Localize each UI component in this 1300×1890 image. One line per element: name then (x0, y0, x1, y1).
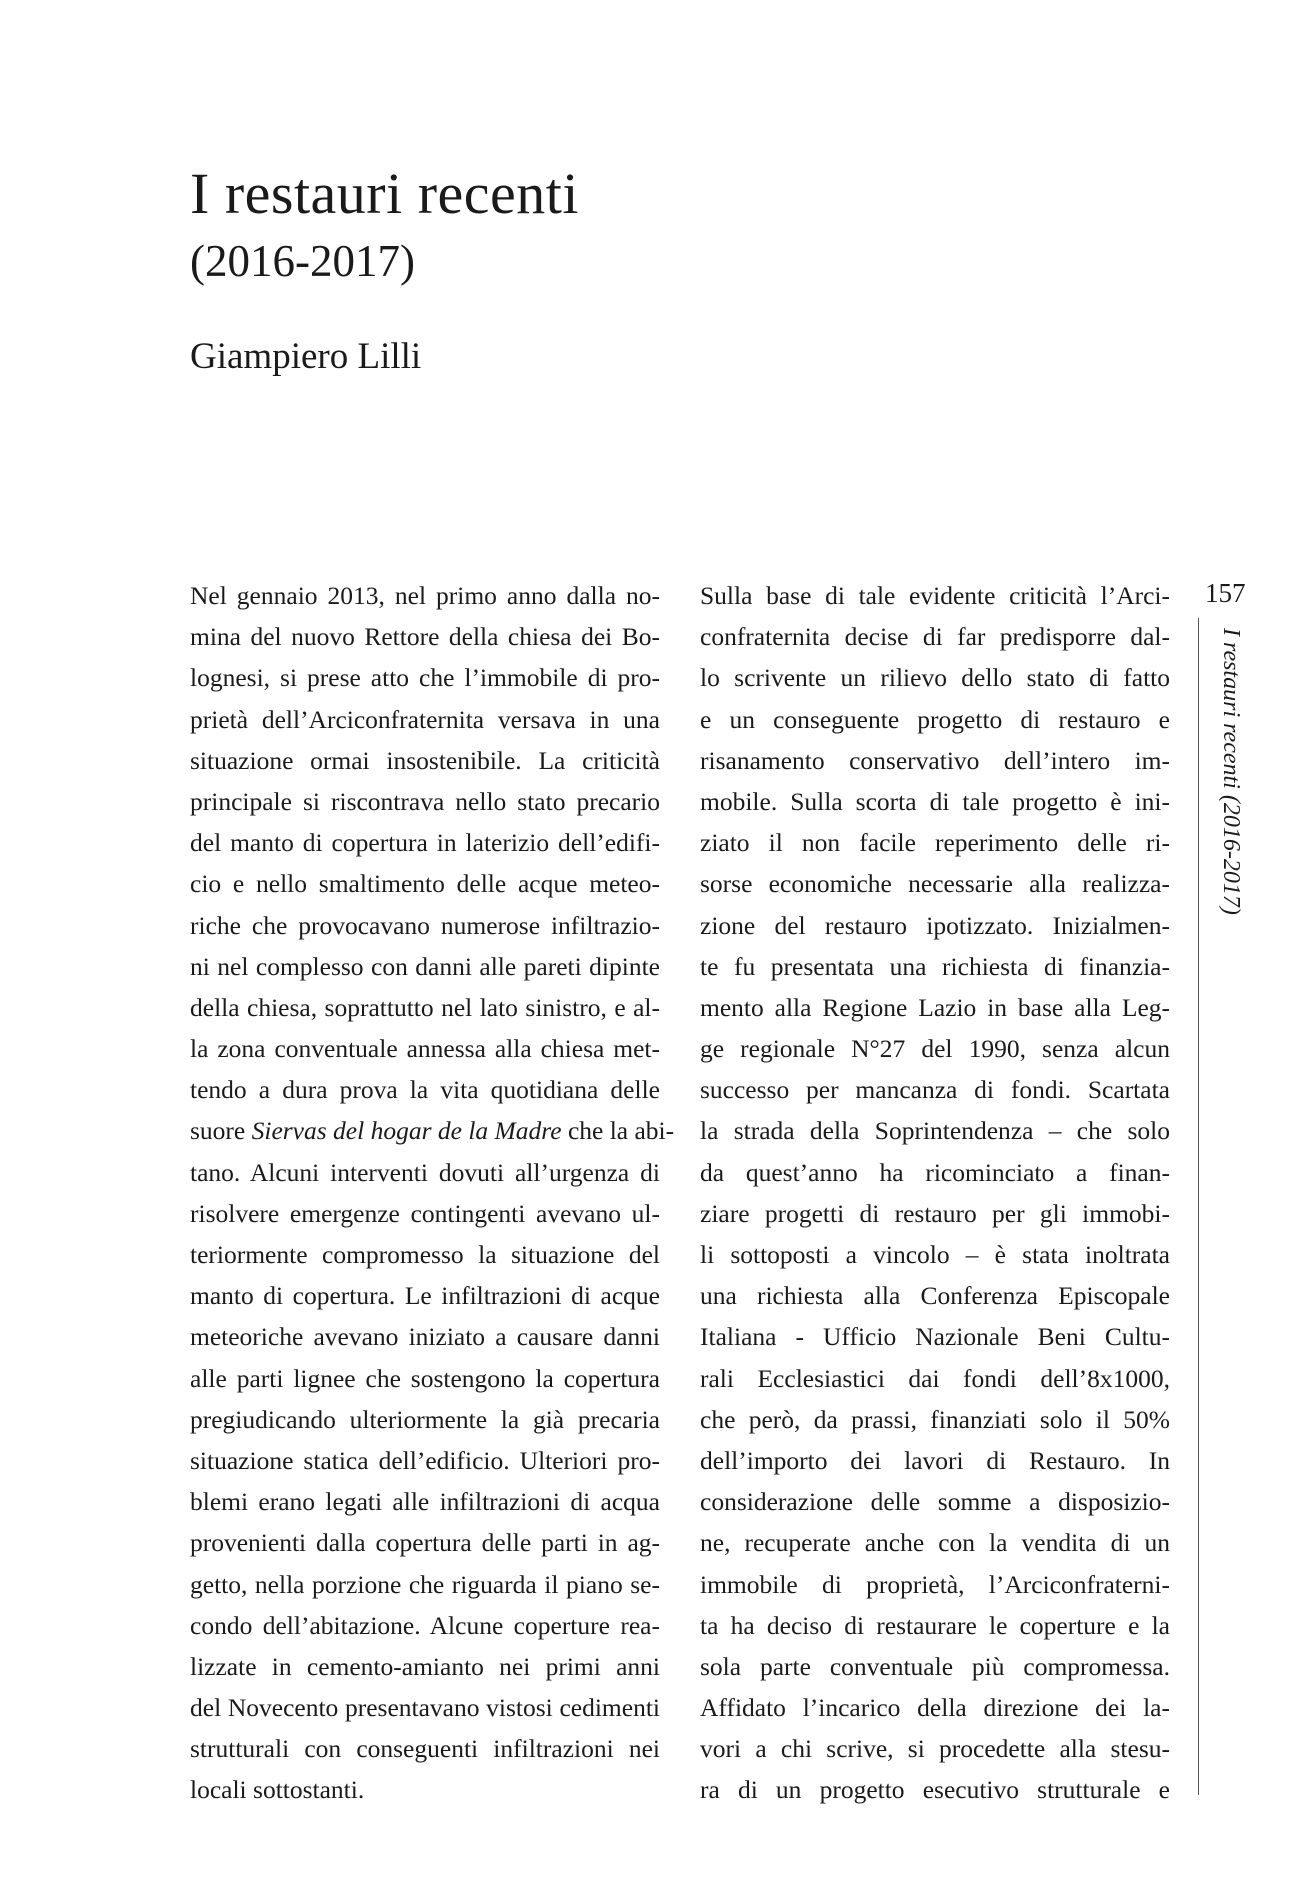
text-line: cio e nello smaltimento delle acque meteo- (190, 869, 660, 899)
text-line: mento alla Regione Lazio in base alla Leg- (700, 992, 1170, 1022)
text-line: teriormente compromesso la situazione del (190, 1240, 660, 1269)
text-line: da quest’anno ha ricominciato a finan- (700, 1157, 1170, 1187)
text-line: situazione statica dell’edificio. Ulteriori pro- (190, 1445, 660, 1475)
text-line: locali sottostanti. (190, 1775, 365, 1805)
text-column-right (700, 575, 1170, 1811)
text-line: immobile di proprietà, l’Arciconfraterni- (700, 1569, 1170, 1599)
text-line: li sottoposti a vincolo – è stata inoltrata (700, 1240, 1170, 1269)
text-line: considerazione delle somme a disposizio- (700, 1487, 1170, 1517)
author-name: Giampiero Lilli (190, 336, 422, 377)
text-line: sorse economiche necessarie alla realizza- (700, 869, 1170, 899)
text-line: zione del restauro ipotizzato. Inizialmen- (700, 910, 1170, 940)
text-line: del manto di copertura in laterizio dell’edifi- (190, 828, 660, 858)
margin-rule (1198, 618, 1199, 1795)
text-line: del Novecento presentavano vistosi cedimenti (190, 1693, 660, 1723)
text-line: sola parte conventuale più compromessa. (700, 1651, 1170, 1681)
text-line: tendo a dura prova la vita quotidiana delle (190, 1075, 660, 1105)
text-line: successo per mancanza di fondi. Scartata (700, 1075, 1170, 1105)
text-line-with-italic (190, 1110, 675, 1151)
page-number: 157 (1205, 578, 1246, 608)
chapter-title: I restauri recenti (190, 161, 580, 226)
text-line: mina del nuovo Rettore della chiesa dei Bo- (190, 622, 660, 652)
text-column-left (190, 575, 675, 1811)
text-line: rali Ecclesiastici dai fondi dell’8x1000, (700, 1363, 1170, 1393)
text-line: risanamento conservativo dell’intero im- (700, 745, 1170, 775)
text-fragment: suore (190, 1116, 246, 1146)
text-line: mobile. Sulla scorta di tale progetto è ini- (700, 786, 1170, 816)
text-line: risolvere emergenze contingenti avevano ul- (190, 1198, 660, 1228)
text-line: e un conseguente progetto di restauro e (700, 704, 1170, 734)
text-line: alle parti lignee che sostengono la copertura (190, 1363, 660, 1393)
text-line: Italiana - Ufficio Nazionale Beni Cultu- (700, 1322, 1170, 1352)
text-line: ra di un progetto esecutivo strutturale e (700, 1775, 1170, 1805)
running-head-text: I restauri recenti (2016-2017) (1218, 628, 1244, 915)
text-line: della chiesa, soprattutto nel lato sinistro, e al- (190, 992, 660, 1022)
text-line: lognesi, si prese atto che l’immobile di pro- (190, 663, 660, 693)
text-line: ne, recuperate anche con la vendita di un (700, 1528, 1170, 1558)
text-line: situazione ormai insostenibile. La criticità (190, 745, 660, 775)
text-line: pregiudicando ulteriormente la già precaria (190, 1404, 660, 1434)
text-line: Nel gennaio 2013, nel primo anno dalla no- (190, 581, 660, 610)
text-line: ziato il non facile reperimento delle ri- (700, 828, 1170, 858)
text-line: dell’importo dei lavori di Restauro. In (700, 1445, 1170, 1475)
text-line: una richiesta alla Conferenza Episcopale (700, 1281, 1170, 1311)
text-line: provenienti dalla copertura delle parti in ag- (190, 1528, 660, 1558)
text-line: te fu presentata una richiesta di finanzia- (700, 951, 1170, 981)
text-line: lo scrivente un rilievo dello stato di fatto (700, 663, 1170, 693)
text-fragment: che la abi- (567, 1116, 675, 1146)
text-line: ta ha deciso di restaurare le coperture e la (700, 1610, 1170, 1640)
text-line: prietà dell’Arciconfraternita versava in una (190, 704, 660, 734)
text-line: che però, da prassi, finanziati solo il 50% (700, 1404, 1170, 1434)
text-line: meteoriche avevano iniziato a causare danni (190, 1322, 660, 1352)
text-line: ni nel complesso con danni alle pareti dipinte (190, 951, 660, 981)
text-line: tano. Alcuni interventi dovuti all’urgenza di (190, 1157, 660, 1187)
text-line: riche che provocavano numerose infiltrazio- (190, 910, 660, 940)
text-line: vori a chi scrive, si procedette alla stesu- (700, 1734, 1170, 1764)
text-line: Affidato l’incarico della direzione dei la- (700, 1693, 1170, 1723)
text-line: condo dell’abitazione. Alcune coperture rea- (190, 1610, 660, 1640)
text-line: strutturali con conseguenti infiltrazioni nei (190, 1734, 660, 1764)
text-line: ge regionale N°27 del 1990, senza alcun (700, 1034, 1170, 1064)
chapter-subtitle: (2016-2017) (190, 236, 415, 286)
italic-title: Siervas del hogar de la Madre (251, 1116, 562, 1146)
text-line: Sulla base di tale evidente criticità l’Arci- (700, 581, 1170, 610)
text-line: la zona conventuale annessa alla chiesa met- (190, 1034, 660, 1064)
text-line: confraternita decise di far predisporre dal- (700, 622, 1170, 652)
text-line: blemi erano legati alle infiltrazioni di acqua (190, 1487, 660, 1517)
text-line: ziare progetti di restauro per gli immobi- (700, 1198, 1170, 1228)
text-line: lizzate in cemento-amianto nei primi anni (190, 1651, 660, 1681)
text-line: getto, nella porzione che riguarda il piano se- (190, 1569, 660, 1599)
text-line: manto di copertura. Le infiltrazioni di acque (190, 1281, 660, 1311)
text-line: la strada della Soprintendenza – che solo (700, 1116, 1170, 1146)
running-head (1212, 628, 1252, 968)
text-line: principale si riscontrava nello stato precario (190, 786, 660, 816)
